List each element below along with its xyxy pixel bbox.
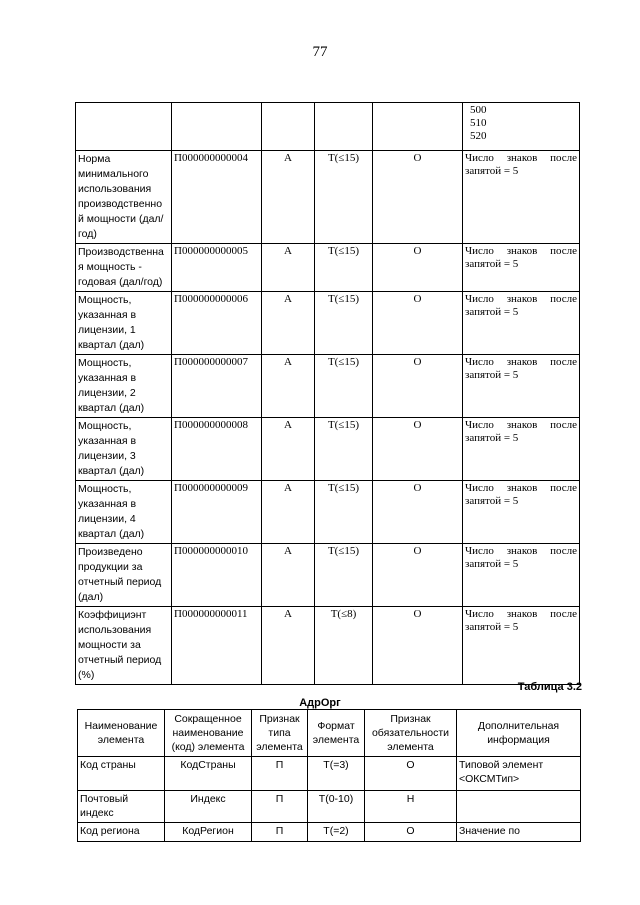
- format-cell: T(≤15): [315, 481, 373, 544]
- format-cell: T(≤15): [315, 292, 373, 355]
- type-cell: П: [252, 791, 308, 823]
- type-cell: А: [262, 292, 315, 355]
- format-cell: T(≤15): [315, 151, 373, 244]
- code-cell: П000000000004: [172, 151, 262, 244]
- info-word: Число: [465, 545, 494, 557]
- format-cell: T(≤15): [315, 544, 373, 607]
- address-table: [77, 709, 581, 842]
- required-cell: О: [373, 244, 463, 292]
- code-cell: П000000000007: [172, 355, 262, 418]
- info-cell: [463, 244, 580, 292]
- format-cell: T(≤15): [315, 244, 373, 292]
- info-cell: Типовой элемент <ОКСМТип>: [457, 757, 581, 791]
- info-line: запятой = 5: [465, 621, 519, 633]
- element-name-cell: Произведено продукции за отчетный период (дал): [76, 544, 172, 607]
- info-word: знаков: [506, 293, 538, 305]
- code-cell: КодСтраны: [165, 757, 252, 791]
- info-line: запятой = 5: [465, 369, 519, 381]
- table-row: [76, 244, 580, 292]
- info-word: знаков: [506, 482, 538, 494]
- info-word: после: [550, 293, 577, 305]
- info-cell: [463, 418, 580, 481]
- type-cell: А: [262, 418, 315, 481]
- header-cell: Признак обязательности элемента: [365, 710, 457, 757]
- info-word: после: [550, 356, 577, 368]
- info-line: [465, 608, 577, 621]
- info-word: после: [550, 482, 577, 494]
- info-line: запятой = 5: [465, 165, 519, 177]
- info-line: запятой = 5: [465, 495, 519, 507]
- info-line: запятой = 5: [465, 558, 519, 570]
- info-cell: [463, 355, 580, 418]
- info-cell: [463, 607, 580, 685]
- required-cell: О: [373, 355, 463, 418]
- required-cell: О: [373, 481, 463, 544]
- header-cell: Признак типа элемента: [252, 710, 308, 757]
- type-cell: П: [252, 823, 308, 842]
- info-line: запятой = 5: [465, 258, 519, 270]
- table-row: [76, 481, 580, 544]
- type-cell: П: [252, 757, 308, 791]
- format-cell: T(≤15): [315, 418, 373, 481]
- info-word: знаков: [506, 545, 538, 557]
- element-name-cell: Мощность, указанная в лицензии, 2 квартал (дал): [76, 355, 172, 418]
- info-line: [465, 245, 577, 258]
- format-cell: T(=3): [308, 757, 365, 791]
- format-cell: T(0-10): [308, 791, 365, 823]
- value-520: 520: [470, 130, 487, 142]
- header-cell: Наименование элемента: [78, 710, 165, 757]
- table-row: [78, 823, 581, 842]
- table-title: АдрОрг: [299, 697, 341, 709]
- info-word: после: [550, 419, 577, 431]
- elements-table-continued: [75, 102, 580, 685]
- required-cell: О: [365, 823, 457, 842]
- info-word: после: [550, 545, 577, 557]
- required-cell: О: [373, 418, 463, 481]
- info-cell: Значение по: [457, 823, 581, 842]
- type-cell: А: [262, 481, 315, 544]
- info-line: запятой = 5: [465, 432, 519, 444]
- required-cell: О: [373, 544, 463, 607]
- info-word: знаков: [506, 608, 538, 620]
- info-cell: [463, 481, 580, 544]
- info-word: Число: [465, 356, 494, 368]
- required-cell: О: [365, 757, 457, 791]
- required-cell: О: [373, 292, 463, 355]
- table-row: [76, 544, 580, 607]
- info-line: [465, 152, 577, 165]
- header-row: [78, 710, 581, 757]
- table-row: [76, 292, 580, 355]
- format-cell: T(≤15): [315, 355, 373, 418]
- type-cell: А: [262, 607, 315, 685]
- format-cell: T(≤8): [315, 607, 373, 685]
- page-number: 77: [312, 44, 328, 60]
- code-cell: П000000000005: [172, 244, 262, 292]
- required-cell: О: [373, 151, 463, 244]
- info-word: Число: [465, 608, 494, 620]
- info-word: после: [550, 152, 577, 164]
- element-name-cell: Коэффициэнт использования мощности за отчетный период (%): [76, 607, 172, 685]
- code-cell: П000000000011: [172, 607, 262, 685]
- element-name-cell: Почтовый индекс: [78, 791, 165, 823]
- info-word: Число: [465, 482, 494, 494]
- type-cell: А: [262, 151, 315, 244]
- table-row: [76, 607, 580, 685]
- element-name-cell: Код страны: [78, 757, 165, 791]
- element-name-cell: Мощность, указанная в лицензии, 4 квартал (дал): [76, 481, 172, 544]
- element-name-cell: Код региона: [78, 823, 165, 842]
- table-row: [76, 103, 580, 151]
- value-500: 500: [470, 104, 487, 116]
- value-list-cell: [463, 103, 580, 151]
- element-name-cell: Мощность, указанная в лицензии, 3 квартал (дал): [76, 418, 172, 481]
- info-cell: [457, 791, 581, 823]
- header-cell: Сокращенное наименование (код) элемента: [165, 710, 252, 757]
- info-word: Число: [465, 419, 494, 431]
- info-line: запятой = 5: [465, 306, 519, 318]
- type-cell: А: [262, 355, 315, 418]
- info-word: Число: [465, 293, 494, 305]
- type-cell: А: [262, 544, 315, 607]
- code-cell: П000000000009: [172, 481, 262, 544]
- code-cell: П000000000006: [172, 292, 262, 355]
- info-cell: [463, 292, 580, 355]
- info-word: Число: [465, 152, 494, 164]
- info-word: знаков: [506, 419, 538, 431]
- info-cell: [463, 544, 580, 607]
- info-cell: [463, 151, 580, 244]
- info-line: [465, 482, 577, 495]
- element-name-cell: Норма минимального использования производственно й мощности (дал/год): [76, 151, 172, 244]
- info-word: знаков: [506, 356, 538, 368]
- element-name-cell: Мощность, указанная в лицензии, 1 квартал (дал): [76, 292, 172, 355]
- info-word: знаков: [506, 245, 538, 257]
- type-cell: А: [262, 244, 315, 292]
- info-word: после: [550, 245, 577, 257]
- table-row: [76, 418, 580, 481]
- info-line: [465, 545, 577, 558]
- header-cell: Дополнительная информация: [457, 710, 581, 757]
- table-row: [78, 791, 581, 823]
- info-line: [465, 293, 577, 306]
- info-word: Число: [465, 245, 494, 257]
- format-cell: T(=2): [308, 823, 365, 842]
- required-cell: О: [373, 607, 463, 685]
- element-name-cell: Производственна я мощность - годовая (дал/год): [76, 244, 172, 292]
- code-cell: Индекс: [165, 791, 252, 823]
- table-caption: Таблица 3.2: [517, 681, 582, 693]
- table-row: [76, 355, 580, 418]
- info-word: после: [550, 608, 577, 620]
- value-510: 510: [470, 117, 487, 129]
- table-row: [76, 151, 580, 244]
- header-cell: Формат элемента: [308, 710, 365, 757]
- table-row: [78, 757, 581, 791]
- code-cell: П000000000010: [172, 544, 262, 607]
- info-line: [465, 419, 577, 432]
- info-line: [465, 356, 577, 369]
- code-cell: П000000000008: [172, 418, 262, 481]
- required-cell: Н: [365, 791, 457, 823]
- info-word: знаков: [506, 152, 538, 164]
- code-cell: КодРегион: [165, 823, 252, 842]
